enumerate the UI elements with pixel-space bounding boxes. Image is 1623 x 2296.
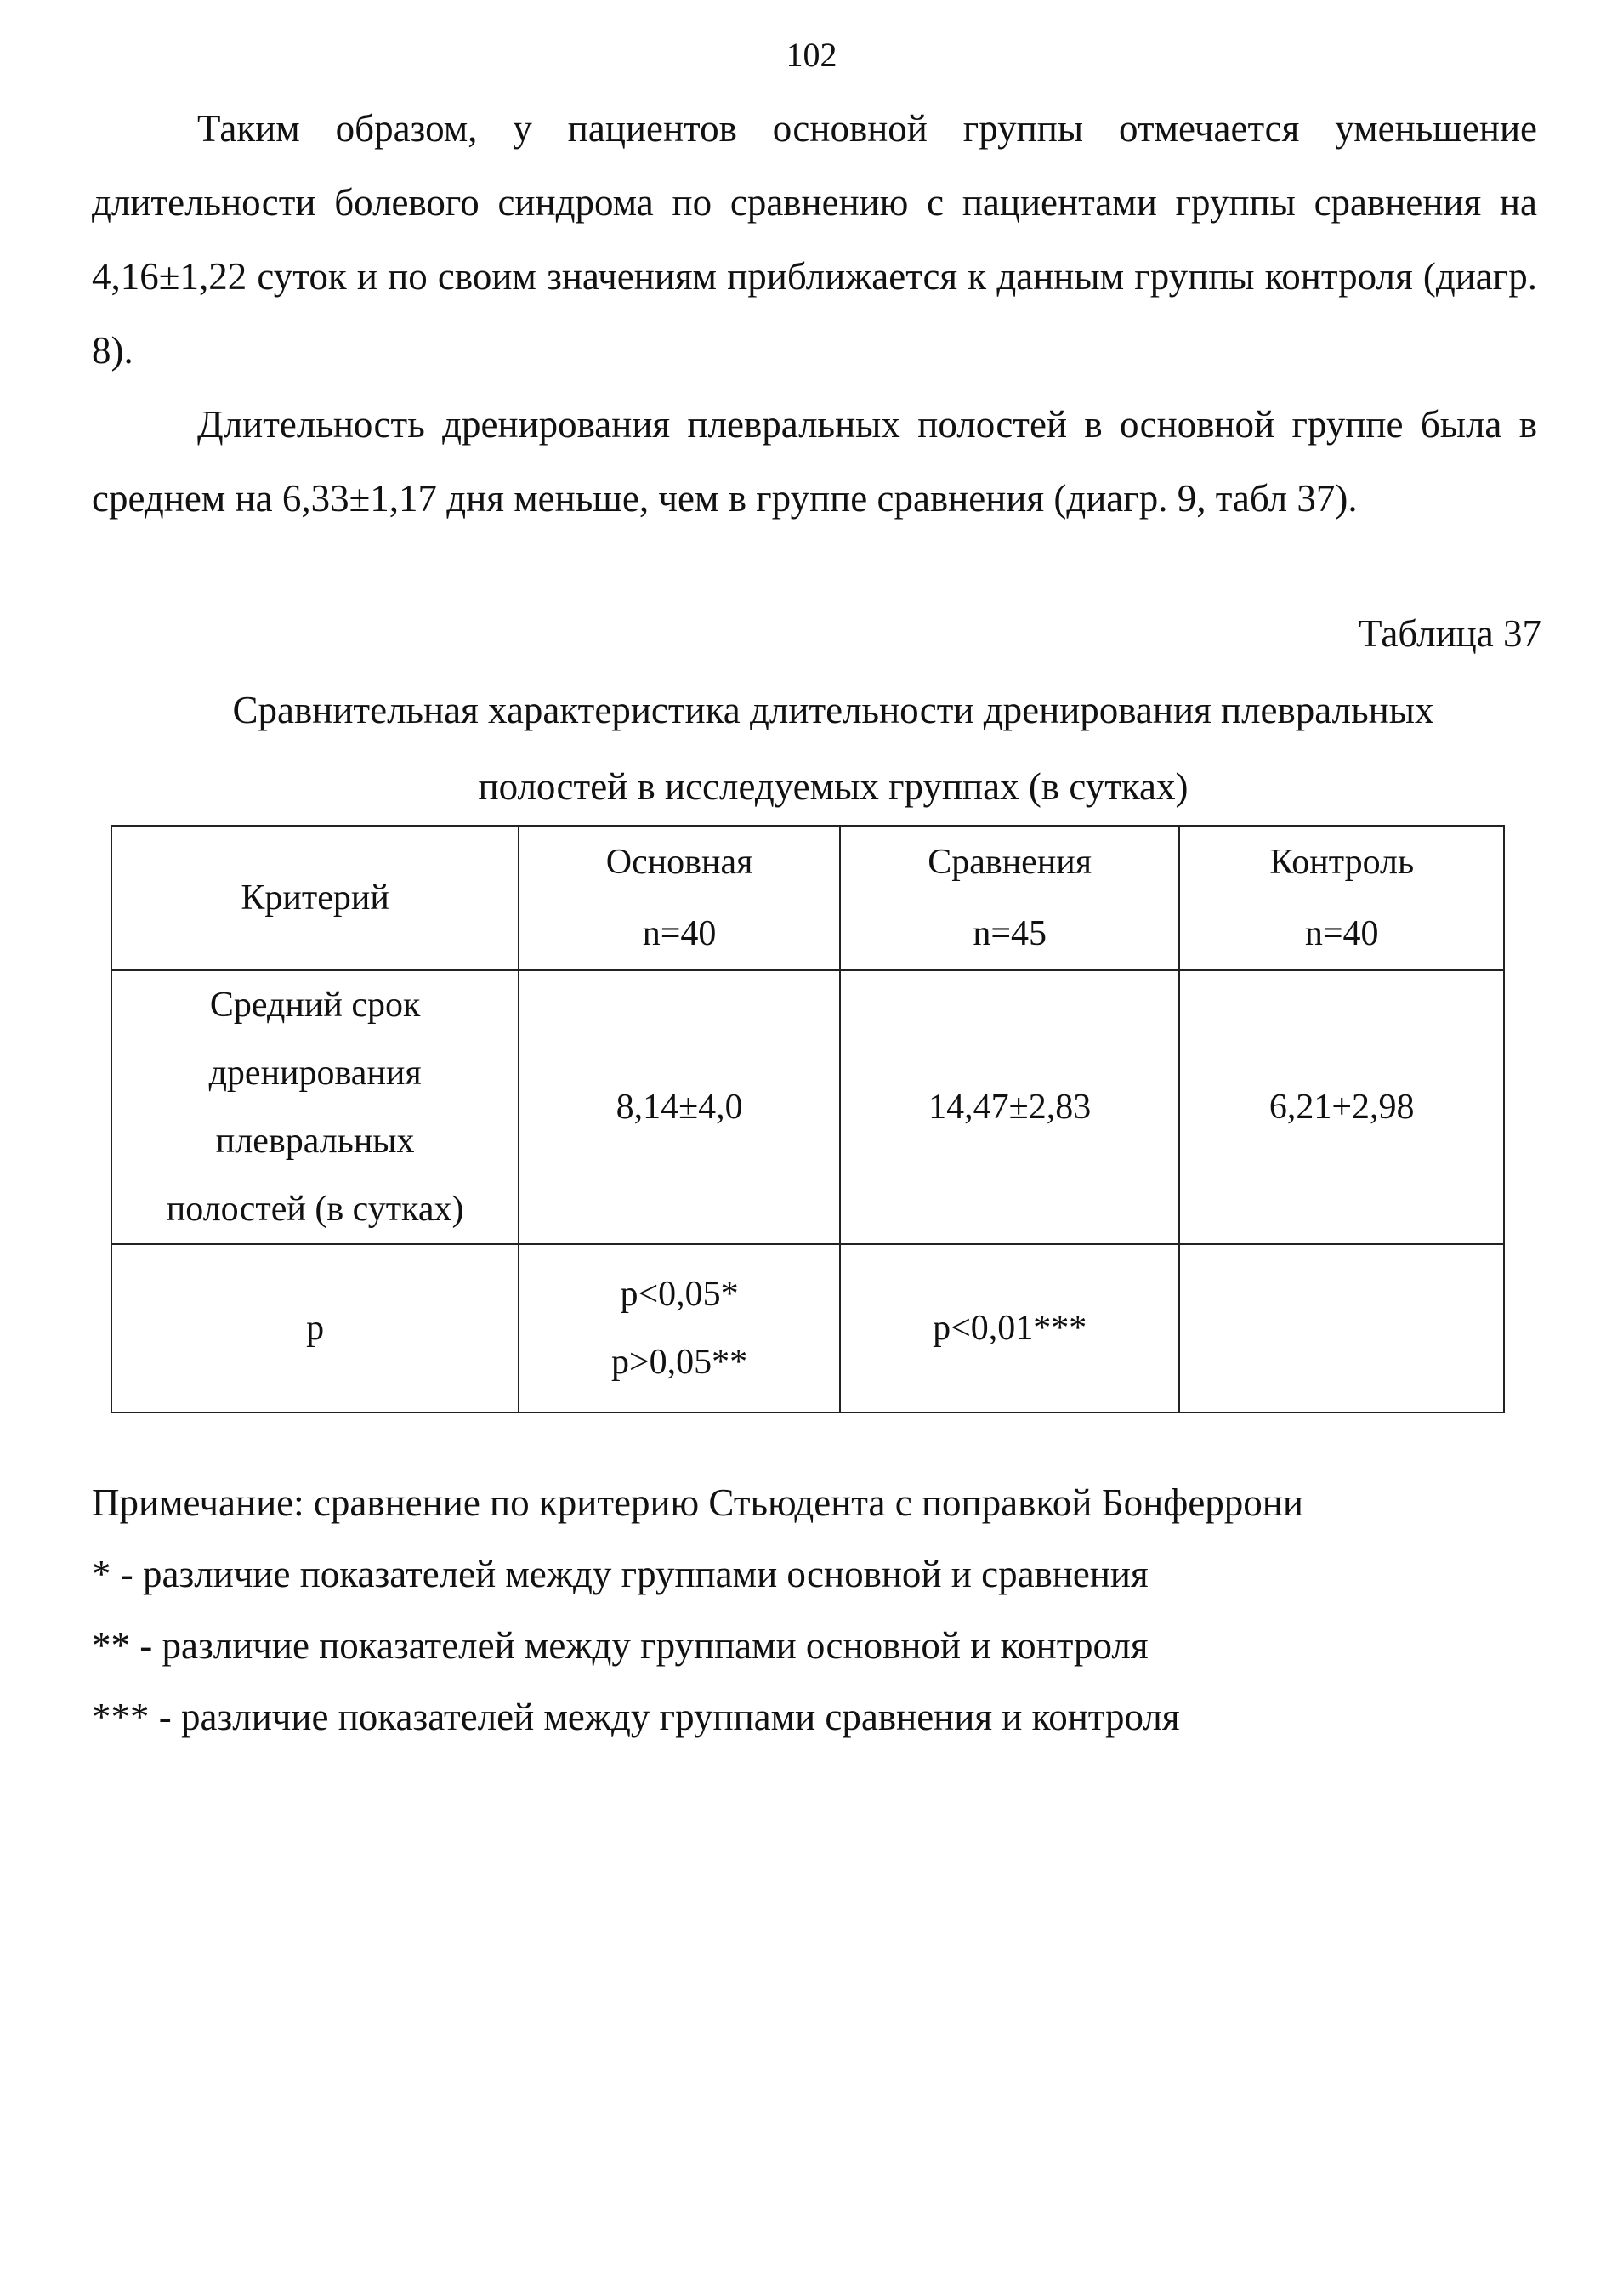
note-line: * - различие показателей между группами основной и сравнения <box>92 1553 1149 1595</box>
cell-control-p <box>1179 1244 1504 1412</box>
drainage-duration-table <box>111 825 1505 1413</box>
header-comparison-group <box>840 826 1180 970</box>
header-main-group <box>519 826 840 970</box>
table-row-mean-duration <box>111 970 1504 1244</box>
paragraph-2: Длительность дренирования плевральных полостей в основной группе была в среднем на 6,33±1,17 дня меньше, чем в группе сравнения (диагр. 9, табл 37). <box>92 403 1537 520</box>
note-line: Примечание: сравнение по критерию Стьюдента с поправкой Бонферрони <box>92 1481 1303 1524</box>
header-comparison-group-name: Сравнения <box>928 843 1092 882</box>
table-caption <box>170 672 1496 825</box>
table-header-row <box>111 826 1504 970</box>
table-row-p <box>111 1244 1504 1412</box>
row-label-line: Средний срок <box>209 986 421 1025</box>
cell-comparison-mean: 14,47±2,83 <box>840 970 1180 1244</box>
row-label-line: дренирования <box>208 1054 422 1093</box>
note-line: *** - различие показателей между группами сравнения и контроля <box>92 1696 1180 1738</box>
cell-comparison-p: р<0,01*** <box>840 1244 1180 1412</box>
table-caption-line-2: полостей в исследуемых группах (в сутках) <box>478 765 1189 808</box>
header-control-group-n: n=40 <box>1304 914 1379 953</box>
page-number: 102 <box>786 36 837 74</box>
cell-main-p <box>519 1244 840 1412</box>
p-value-line: р<0,05* <box>620 1275 739 1314</box>
row-label-p: р <box>111 1244 519 1412</box>
row-label-line: плевральных <box>215 1122 415 1161</box>
header-criterion: Критерий <box>111 826 519 970</box>
header-main-group-name: Основная <box>605 843 753 882</box>
table-label: Таблица 37 <box>1359 612 1541 655</box>
table-notes <box>92 1467 1537 1753</box>
cell-control-mean: 6,21+2,98 <box>1179 970 1504 1244</box>
table-caption-line-1: Сравнительная характеристика длительности дренирования плевральных <box>232 689 1434 731</box>
header-control-group <box>1179 826 1504 970</box>
header-comparison-group-n: n=45 <box>973 914 1047 953</box>
row-label-mean-duration <box>111 970 519 1244</box>
p-value-line: р>0,05** <box>611 1343 748 1382</box>
note-line: ** - различие показателей между группами основной и контроля <box>92 1624 1149 1667</box>
row-label-line: полостей (в сутках) <box>166 1190 464 1229</box>
paragraph-1: Таким образом, у пациентов основной группы отмечается уменьшение длительности болевого синдрома по сравнению с пациентами группы сравнения на 4,16±1,22 суток и по своим значениям приближается к данным группы контроля (диагр. 8). <box>92 107 1537 372</box>
header-control-group-name: Контроль <box>1269 843 1415 882</box>
header-main-group-n: n=40 <box>642 914 717 953</box>
cell-main-mean: 8,14±4,0 <box>519 970 840 1244</box>
